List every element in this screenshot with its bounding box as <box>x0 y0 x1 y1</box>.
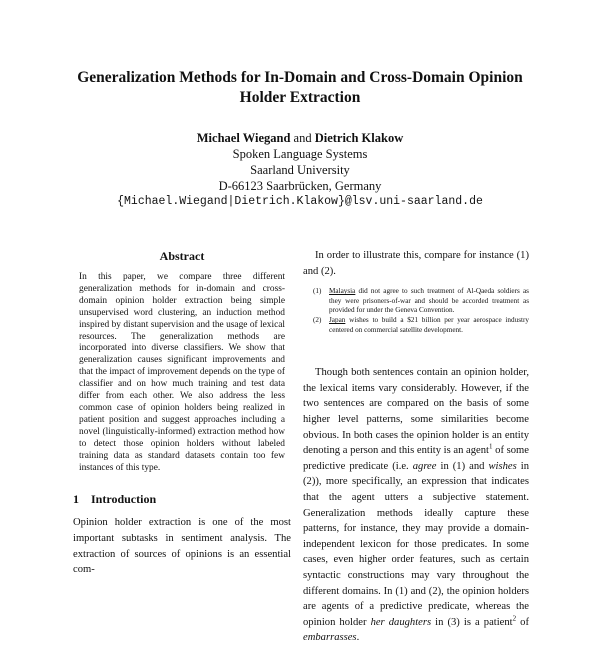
affiliation-2: Saarland University <box>250 163 350 177</box>
example-label: (2) <box>313 316 322 325</box>
abstract-heading: Abstract <box>159 249 205 263</box>
section-title: Introduction <box>91 492 157 507</box>
section-heading-introduction <box>73 492 291 507</box>
example-list <box>303 287 529 335</box>
opinion-holder: Japan <box>329 316 346 325</box>
example-text: did not agree to such treatment of Al-Qaeda soldiers as they were prisoners-of-war and should be accorded treatment as provided for under the Geneva Convention. <box>329 287 529 314</box>
affiliation-1: Spoken Language Systems <box>232 147 368 161</box>
paper-title <box>60 68 540 108</box>
example-2 <box>313 316 529 335</box>
title-line-2: Holder Extraction <box>239 89 361 106</box>
section-number: 1 <box>73 492 79 507</box>
right-para-1: In order to illustrate this, compare for instance (1) and (2). <box>303 250 529 277</box>
footnote-marker[interactable]: 1 <box>489 442 493 451</box>
right-column <box>303 248 529 646</box>
introduction-text: Opinion holder extraction is one of the most important subtasks in sentiment analysis. The extraction of sources of opinions is an essential com- <box>73 517 291 576</box>
author-conj: and <box>293 131 312 145</box>
example-1 <box>313 287 529 315</box>
author-1: Michael Wiegand <box>196 131 291 145</box>
author-block <box>100 130 500 210</box>
address: D-66123 Saarbrücken, Germany <box>218 179 382 193</box>
abstract-text: In this paper, we compare three different generalization methods for in-domain and cross-domain opinion holder extraction being simple unsupervised word clustering, an induction method inspired by distant supervision and the usage of lexical resources. The generalization methods are incorporated into diverse classifiers. We show that generalization causes significant improvements and that the impact of improvement depends on the type of classifier and on how much training and test data differ from each other. We also address the less common case of opinion holders being realized in patient position and suggest approaches including a novel (linguistically-informed) extraction method how to detect those opinion holders without labeled training data as standard datasets contain too few instances of this type. <box>79 272 285 473</box>
example-label: (1) <box>313 287 322 296</box>
left-column <box>73 249 291 578</box>
example-text: wishes to build a $21 billion per year aerospace industry centered on commercial satellite development. <box>329 316 529 334</box>
author-2: Dietrich Klakow <box>314 131 404 145</box>
right-para-2: Though both sentences contain an opinion holder, the lexical items vary considerably. However, if the two sentences are compared on the basis of some higher level patterns, some similarities become obvious. In both cases the opinion holder is an entity denoting a person and this entity is an agent$^1$ of some predictive predicate (i.e. agree in (1) and wishes in (2)), more specifically, an expression that indicates that the agent utters a subjective statement. Generalization methods ideally capture these patterns, for instance, they may provide a domain-independent lexicon for those predicates. In some cases, even higher order features, such as certain syntactic constructions may vary throughout the different domains. In (1) and (2), the opinion holders are agents of a predictive predicate, whereas the opinion holder her daughters in (3) is a patient$^2$ of embarrasses. <box>303 367 530 644</box>
email: {Michael.Wiegand|Dietrich.Klakow}@lsv.uni-saarland.de <box>117 195 483 208</box>
footnote-marker[interactable]: 2 <box>512 614 517 623</box>
opinion-holder: Malaysia <box>329 287 356 296</box>
author-names <box>100 130 500 146</box>
title-line-1: Generalization Methods for In-Domain and Cross-Domain Opinion <box>77 69 523 86</box>
